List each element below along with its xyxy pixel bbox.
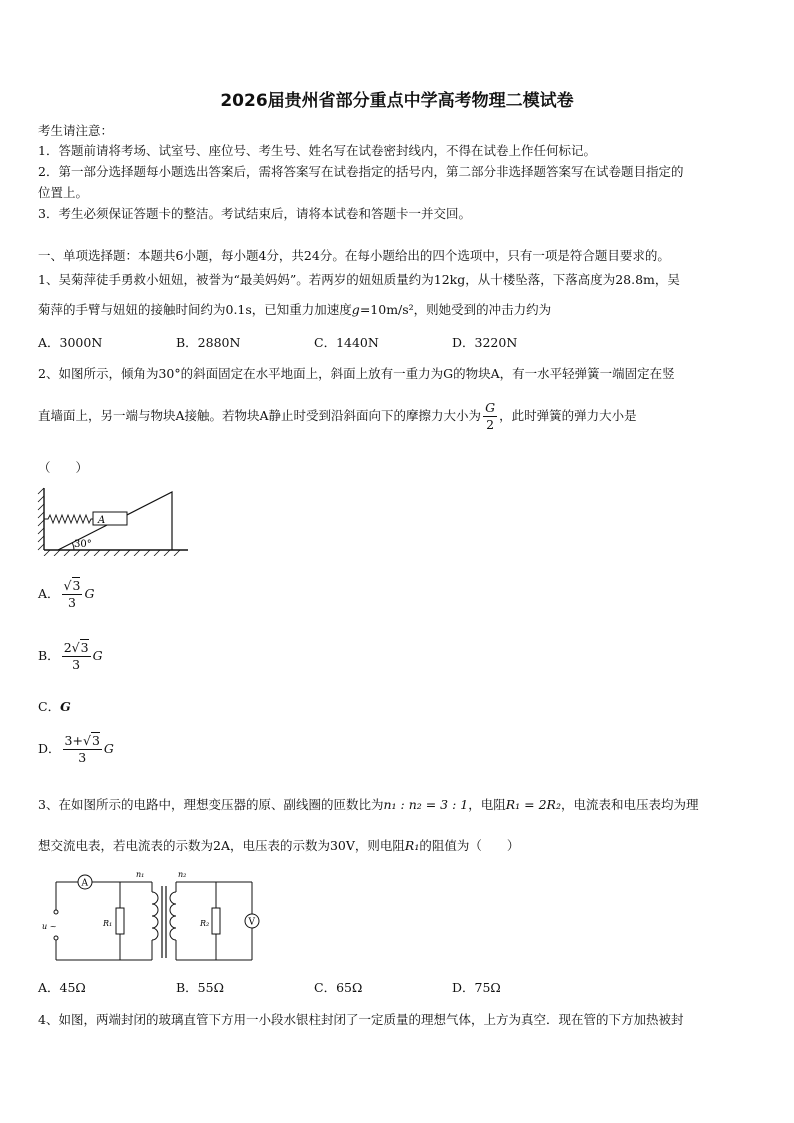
q3-text-e: 的阻值为（ ） <box>419 838 520 853</box>
notice-heading: 考生请注意： <box>38 123 114 138</box>
q3-resistance-relation: R₁ = 2R₂ <box>505 797 561 812</box>
q1-option-d[interactable]: D．3220N <box>452 335 518 350</box>
voltmeter-label: V <box>248 917 255 928</box>
ground-hatch <box>44 550 180 556</box>
q3-text-d: 想交流电表，若电流表的示数为2A，电压表的示数为30V，则电阻 <box>38 838 405 853</box>
q1-text-b: =10m/s²，则她受到的冲击力约为 <box>359 302 552 317</box>
n1-label: n₁ <box>136 870 145 879</box>
q2-figure <box>36 484 192 556</box>
q2-option-b-den: 3 <box>72 657 81 672</box>
r1-label: R₁ <box>103 919 113 928</box>
q2-paren: （ ） <box>38 460 89 475</box>
q1-text-line1: 1、吴菊萍徒手勇救小妞妞，被誉为“最美妈妈”。若两岁的妞妞质量约为12kg，从十楼坠落，下落高度为28.8m，吴 <box>38 272 680 287</box>
q2-option-d-pre: 3+ <box>64 733 83 748</box>
q2-option-b-letter: B． <box>38 648 60 663</box>
q2-option-b-pre: 2 <box>63 640 72 655</box>
q2-option-b-num: 2√3 <box>63 640 89 655</box>
q2-option-d-frac <box>63 733 102 766</box>
q2-option-a-root: 3 <box>72 578 81 593</box>
notice-item-2: 2．第一部分选择题每小题选出答案后，需将答案写在试卷指定的括号内，第二部分非选择题答案写在试卷题目指定的 <box>38 164 684 179</box>
q1-option-b[interactable]: B．2880N <box>176 335 241 350</box>
q2-option-c-text: G <box>60 699 71 714</box>
q1-text-a: 菊萍的手臂与妞妞的接触时间约为0.1s，已知重力加速度 <box>38 302 352 317</box>
q2-text-a: 直墙面上，另一端与物块A接触。若物块A静止时受到沿斜面向下的摩擦力大小为 <box>38 408 482 423</box>
q3-ratio: n₁ : n₂ = 3 : 1 <box>383 797 469 812</box>
spring <box>44 515 93 523</box>
q2-text-line1: 2、如图所示，倾角为30°的斜面固定在水平地面上，斜面上放有一重力为G的物块A，有一水平轻弹簧一端固定在竖 <box>38 366 675 381</box>
q1-option-a[interactable]: A．3000N <box>38 335 103 350</box>
q3-option-d[interactable]: D．75Ω <box>452 980 501 995</box>
notice-item-2-cont: 位置上。 <box>38 185 89 200</box>
ammeter-label: A <box>81 878 88 889</box>
q2-option-a-num: √3 <box>63 578 81 593</box>
primary-coil <box>152 892 158 940</box>
q3-text-c: ，电流表和电压表均为理 <box>560 797 699 812</box>
q2-option-b[interactable] <box>38 640 103 673</box>
wall-hatch <box>38 488 44 550</box>
q2-option-a-den: 3 <box>68 595 76 610</box>
q2-option-a-tail: G <box>84 586 95 601</box>
q2-option-b-root: 3 <box>80 640 89 655</box>
q2-option-b-frac <box>62 640 91 673</box>
secondary-coil <box>170 892 176 940</box>
q2-text-line2 <box>38 400 637 433</box>
q2-option-c[interactable] <box>38 697 71 715</box>
terminal-bottom <box>54 936 58 940</box>
q3-circuit-figure <box>40 868 264 968</box>
q1-text-line2 <box>38 300 551 318</box>
q3-option-b[interactable]: B．55Ω <box>176 980 224 995</box>
q2-option-a-frac <box>62 578 83 611</box>
q2-fraction <box>483 400 497 433</box>
q2-option-b-tail: G <box>92 648 103 663</box>
q1-g-symbol: g <box>351 302 360 317</box>
q3-option-a[interactable]: A．45Ω <box>38 980 86 995</box>
q2-option-a-letter: A． <box>38 586 60 601</box>
section-heading: 一、单项选择题：本题共6小题，每小题4分，共24分。在每小题给出的四个选项中，只有一项是符合题目要求的。 <box>38 248 670 263</box>
q2-text-b: ，此时弹簧的弹力大小是 <box>499 408 637 423</box>
q3-text-a: 3、在如图所示的电路中，理想变压器的原、副线圈的匝数比为 <box>38 797 384 812</box>
resistor-r1 <box>116 908 124 934</box>
resistor-r2 <box>212 908 220 934</box>
page-title: 2026届贵州省部分重点中学高考物理二模试卷 <box>220 91 574 111</box>
angle-label: 30° <box>74 539 92 550</box>
q2-frac-num: G <box>485 400 496 415</box>
q2-option-d[interactable] <box>38 733 114 766</box>
q2-option-c-letter: C． <box>38 699 61 714</box>
notice-item-3: 3．考生必须保证答题卡的整洁。考试结束后，请将本试卷和答题卡一并交回。 <box>38 206 471 221</box>
r2-label: R₂ <box>200 919 210 928</box>
q3-option-c[interactable]: C．65Ω <box>314 980 363 995</box>
q3-r1: R₁ <box>404 838 420 853</box>
q1-option-c[interactable]: C．1440N <box>314 335 379 350</box>
block-label: A <box>98 515 106 526</box>
q2-option-d-num: 3+√3 <box>64 733 100 748</box>
q2-option-a[interactable] <box>38 578 94 611</box>
q2-option-d-letter: D． <box>38 741 61 756</box>
q2-option-d-root: 3 <box>91 733 100 748</box>
n2-label: n₂ <box>178 870 187 879</box>
q2-frac-den: 2 <box>486 417 495 432</box>
source-label: u ~ <box>42 922 57 931</box>
q4-text-line1: 4、如图，两端封闭的玻璃直管下方用一小段水银柱封闭了一定质量的理想气体，上方为真空．现在管的下方加热被封 <box>38 1012 684 1027</box>
q2-option-d-den: 3 <box>78 750 87 765</box>
terminal-top <box>54 910 58 914</box>
notice-item-1: 1．答题前请将考场、试室号、座位号、考生号、姓名写在试卷密封线内，不得在试卷上作任何标记。 <box>38 143 596 158</box>
q3-text-b: ，电阻 <box>468 797 506 812</box>
q2-option-d-tail: G <box>103 741 114 756</box>
q3-text-line1 <box>38 795 698 813</box>
q3-text-line2 <box>38 836 519 854</box>
